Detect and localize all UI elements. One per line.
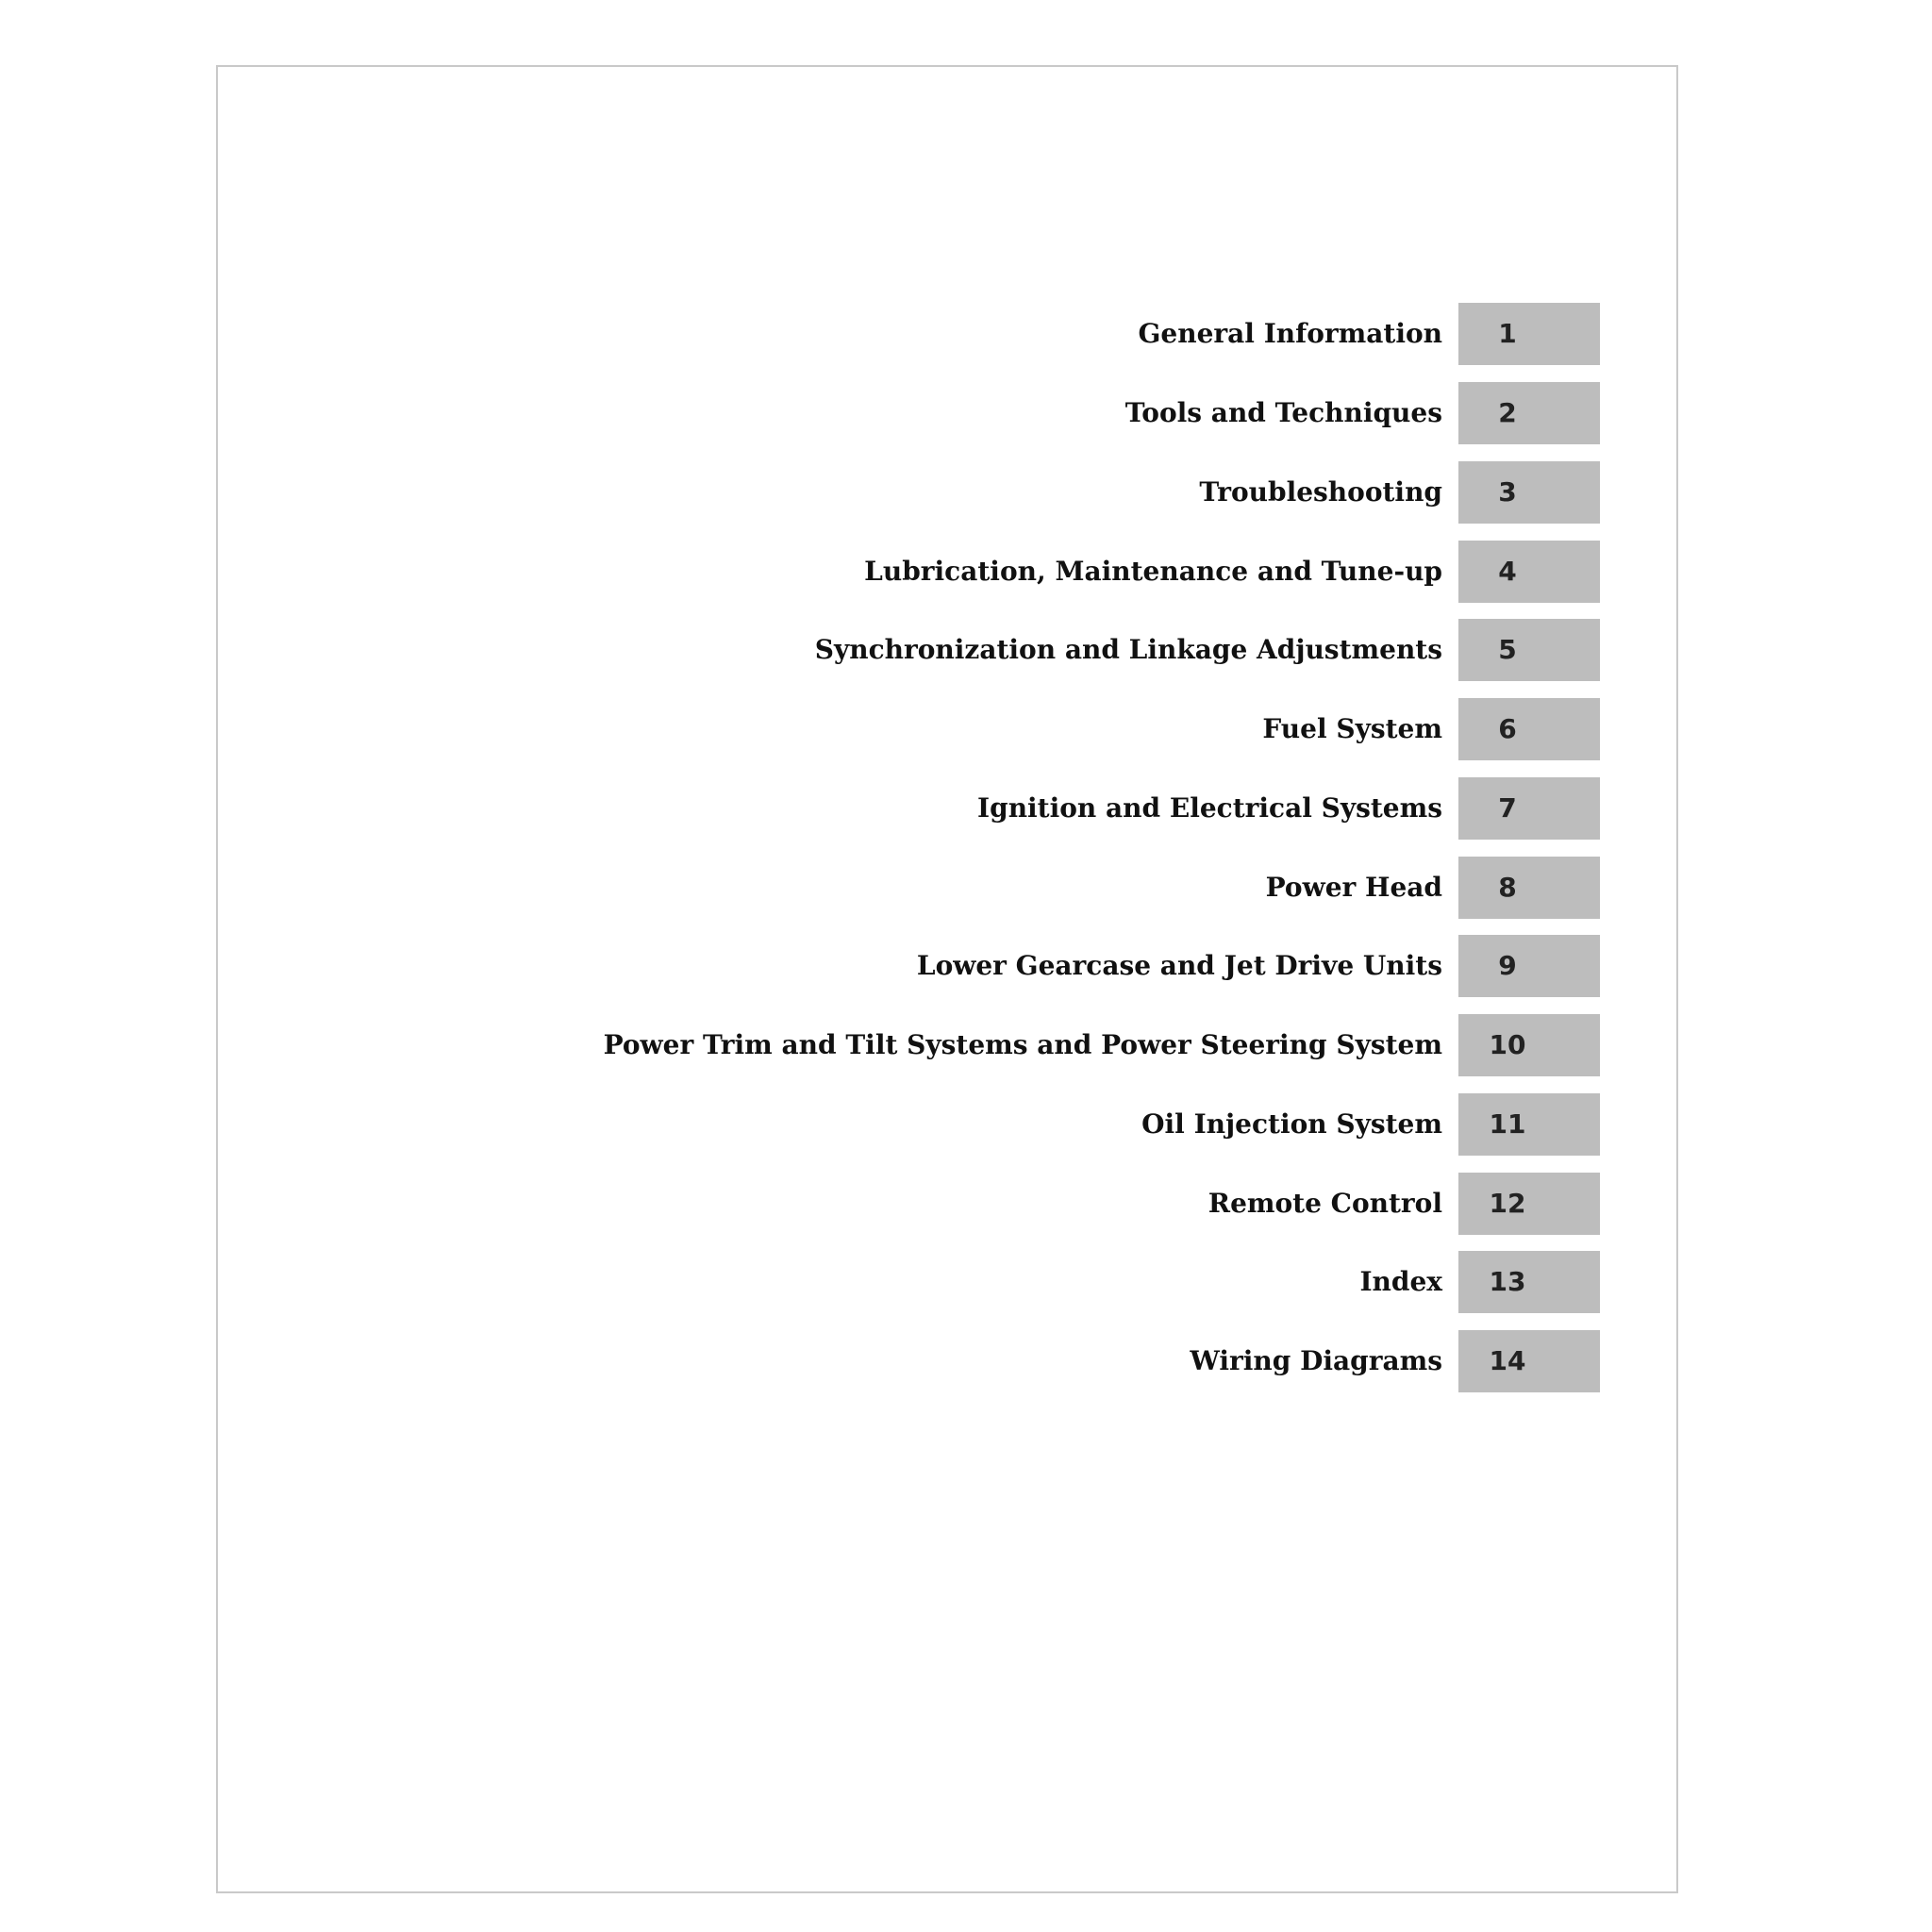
toc-item-oil-injection[interactable] xyxy=(218,1093,1676,1156)
chapter-tab[interactable] xyxy=(1458,1014,1600,1076)
toc-item-label: Wiring Diagrams xyxy=(1190,1345,1442,1376)
toc-item-label: Lubrication, Maintenance and Tune-up xyxy=(864,556,1442,587)
chapter-number: 4 xyxy=(1498,556,1517,587)
toc-item-label: Oil Injection System xyxy=(1141,1108,1442,1140)
chapter-number: 9 xyxy=(1498,950,1517,981)
toc-item-wiring-diagrams[interactable] xyxy=(218,1330,1676,1392)
toc-item-label: Ignition and Electrical Systems xyxy=(977,792,1442,824)
toc-item-label: Power Head xyxy=(1265,872,1442,903)
document-page xyxy=(216,65,1678,1893)
toc-item-label: Tools and Techniques xyxy=(1124,397,1442,428)
chapter-tab[interactable] xyxy=(1458,1173,1600,1235)
chapter-tab[interactable] xyxy=(1458,777,1600,840)
chapter-number: 8 xyxy=(1498,872,1517,903)
toc-item-label: General Information xyxy=(1138,318,1442,349)
toc-item-ignition-electrical[interactable] xyxy=(218,777,1676,840)
chapter-tab[interactable] xyxy=(1458,619,1600,681)
chapter-number: 5 xyxy=(1498,634,1517,665)
toc-item-lower-gearcase[interactable] xyxy=(218,935,1676,997)
chapter-number: 12 xyxy=(1489,1188,1526,1219)
chapter-number: 13 xyxy=(1489,1266,1526,1297)
toc-item-lubrication-maintenance[interactable] xyxy=(218,541,1676,603)
toc-item-label: Lower Gearcase and Jet Drive Units xyxy=(916,950,1442,981)
chapter-number: 1 xyxy=(1498,318,1517,349)
chapter-number: 14 xyxy=(1489,1345,1526,1376)
toc-item-label: Troubleshooting xyxy=(1199,476,1442,508)
toc-item-remote-control[interactable] xyxy=(218,1173,1676,1235)
toc-item-power-trim-tilt[interactable] xyxy=(218,1014,1676,1076)
chapter-tab[interactable] xyxy=(1458,461,1600,524)
chapter-tab[interactable] xyxy=(1458,1251,1600,1313)
chapter-number: 10 xyxy=(1489,1029,1526,1060)
toc-item-index[interactable] xyxy=(218,1251,1676,1313)
chapter-tab[interactable] xyxy=(1458,541,1600,603)
chapter-tab[interactable] xyxy=(1458,303,1600,365)
chapter-number: 7 xyxy=(1498,792,1517,824)
chapter-tab[interactable] xyxy=(1458,1330,1600,1392)
toc-item-fuel-system[interactable] xyxy=(218,698,1676,760)
chapter-tab[interactable] xyxy=(1458,698,1600,760)
toc-item-label: Index xyxy=(1359,1266,1442,1297)
toc-item-label: Synchronization and Linkage Adjustments xyxy=(814,634,1442,665)
toc-item-label: Remote Control xyxy=(1208,1188,1442,1219)
toc-item-general-information[interactable] xyxy=(218,303,1676,365)
chapter-tab[interactable] xyxy=(1458,935,1600,997)
toc-item-tools-and-techniques[interactable] xyxy=(218,382,1676,444)
chapter-tab[interactable] xyxy=(1458,382,1600,444)
toc-item-synchronization-linkage[interactable] xyxy=(218,619,1676,681)
toc-item-label: Fuel System xyxy=(1262,713,1442,744)
chapter-number: 11 xyxy=(1489,1108,1526,1140)
chapter-tab[interactable] xyxy=(1458,857,1600,919)
toc-item-power-head[interactable] xyxy=(218,857,1676,919)
chapter-number: 2 xyxy=(1498,397,1517,428)
chapter-tab[interactable] xyxy=(1458,1093,1600,1156)
chapter-number: 3 xyxy=(1498,476,1517,508)
toc-item-label: Power Trim and Tilt Systems and Power Steering System xyxy=(603,1029,1442,1060)
chapter-number: 6 xyxy=(1498,713,1517,744)
toc-item-troubleshooting[interactable] xyxy=(218,461,1676,524)
